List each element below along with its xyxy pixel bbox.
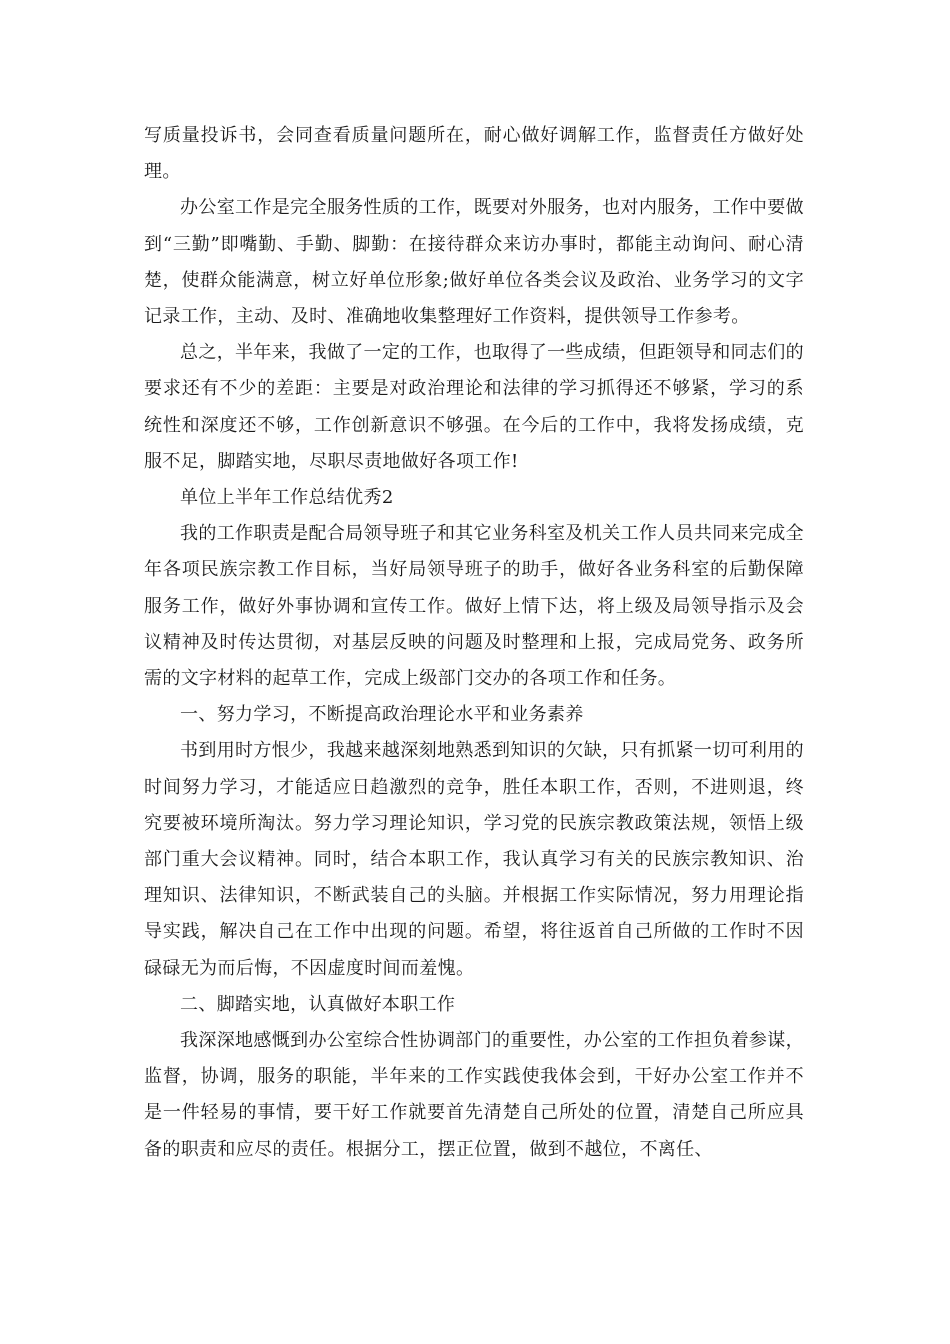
paragraph-9: 我深深地感慨到办公室综合性协调部门的重要性，办公室的工作担负着参谋，监督，协调，服务的职能，半年来的工作实践使我体会到，干好办公室工作并不是一件轻易的事情，要干好工作就要首先清楚自己所处的位置，清楚自己所应具备的职责和应尽的责任。根据分工，摆正位置，做到不越位，不离任、 [144, 1030, 804, 1160]
section-title: 单位上半年工作总结优秀2 [180, 487, 394, 509]
paragraph-2: 办公室工作是完全服务性质的工作，既要对外服务，也对内服务，工作中要做到“三勤”即嘴勤、手勤、脚勤：在接待群众来访办事时，都能主动询问、耐心清楚，使群众能满意，树立好单位形象;做好单位各类会议及政治、业务学习的文字记录工作，主动、及时、准确地收集整理好工作资料，提供领导工作参考。 [144, 197, 804, 328]
document-body [144, 118, 804, 1168]
subheading-1: 一、努力学习，不断提高政治理论水平和业务素养 [180, 704, 584, 726]
paragraph-7: 书到用时方恨少，我越来越深刻地熟悉到知识的欠缺，只有抓紧一切可利用的时间努力学习，才能适应日趋激烈的竞争，胜任本职工作，否则，不进则退，终究要被环境所淘汰。努力学习理论知识，学习党的民族宗教政策法规，领悟上级部门重大会议精神。同时，结合本职工作，我认真学习有关的民族宗教知识、治理知识、法律知识，不断武装自己的头脑。并根据工作实际情况，努力用理论指导实践，解决自己在工作中出现的问题。希望，将往返首自己所做的工作时不因碌碌无为而后悔，不因虚度时间而羞愧。 [144, 740, 804, 979]
paragraph-5: 我的工作职责是配合局领导班子和其它业务科室及机关工作人员共同来完成全年各项民族宗教工作目标，当好局领导班子的助手，做好各业务科室的后勤保障服务工作，做好外事协调和宣传工作。做好上情下达，将上级及局领导指示及会议精神及时传达贯彻，对基层反映的问题及时整理和上报，完成局党务、政务所需的文字材料的起草工作，完成上级部门交办的各项工作和任务。 [144, 523, 804, 690]
paragraph-1: 写质量投诉书，会同查看质量问题所在，耐心做好调解工作，监督责任方做好处理。 [144, 125, 804, 183]
paragraph-3: 总之，半年来，我做了一定的工作，也取得了一些成绩，但距领导和同志们的要求还有不少的差距：主要是对政治理论和法律的学习抓得还不够紧，学习的系统性和深度还不够，工作创新意识不够强。在今后的工作中，我将发扬成绩，克服不足，脚踏实地，尽职尽责地做好各项工作! [144, 342, 804, 472]
subheading-2: 二、脚踏实地，认真做好本职工作 [180, 993, 456, 1015]
